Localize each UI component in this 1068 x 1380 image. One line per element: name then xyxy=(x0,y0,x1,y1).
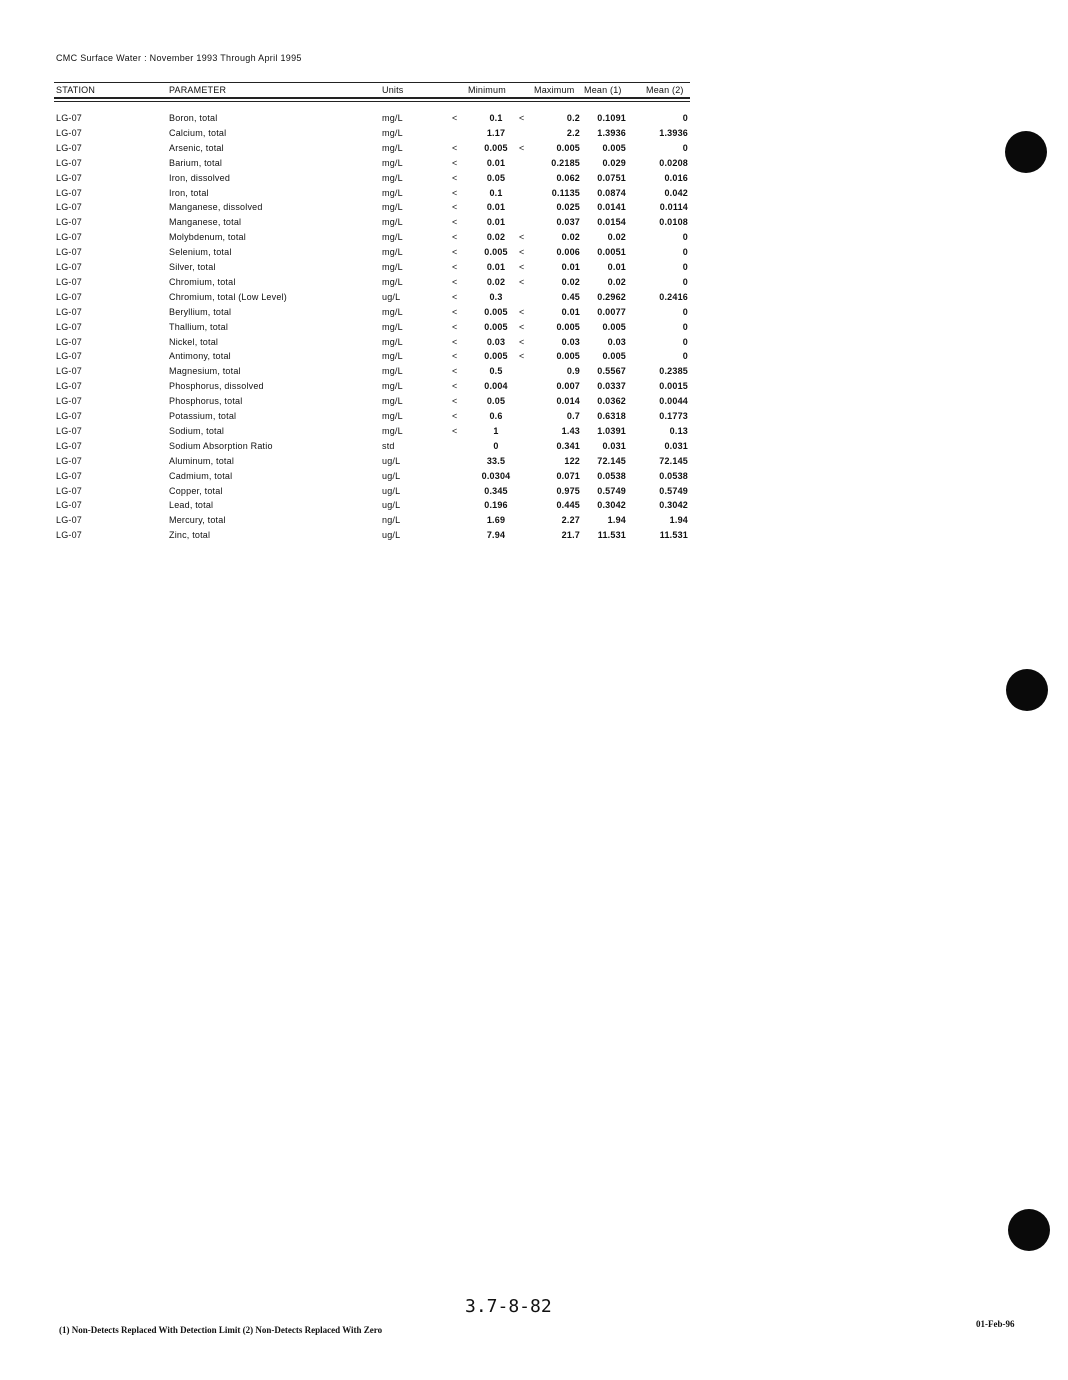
minimum-cell: 0.005 xyxy=(484,351,508,362)
mean2-cell: 0 xyxy=(682,321,688,332)
station-cell: LG-07 xyxy=(56,157,83,168)
table-row xyxy=(56,247,692,261)
mean2-cell: 0 xyxy=(682,336,688,347)
min-qualifier: < xyxy=(452,291,458,302)
max-qualifier: < xyxy=(519,276,525,287)
maximum-cell: 0.01 xyxy=(561,306,580,317)
parameter-cell: Thallium, total xyxy=(169,321,229,332)
units-cell: mg/L xyxy=(382,232,403,243)
maximum-cell: 0.014 xyxy=(556,396,580,407)
units-cell: mg/L xyxy=(382,262,403,272)
maximum-cell: 0.445 xyxy=(556,500,580,511)
maximum-cell: 0.975 xyxy=(556,485,580,496)
mean2-cell: 0.0108 xyxy=(659,217,688,228)
table-row xyxy=(56,143,692,157)
minimum-cell: 1 xyxy=(493,425,499,436)
units-cell: mg/L xyxy=(382,336,403,347)
mean2-cell: 0.13 xyxy=(669,425,688,436)
units-cell: mg/L xyxy=(382,247,403,258)
min-qualifier: < xyxy=(452,157,458,168)
mean1-cell: 0.1091 xyxy=(597,113,626,123)
mean2-cell: 0.1773 xyxy=(659,411,688,421)
table-row xyxy=(56,232,692,246)
table-row xyxy=(56,188,692,202)
units-cell: mg/L xyxy=(382,187,403,198)
mean1-cell: 0.02 xyxy=(607,232,626,243)
units-cell: mg/L xyxy=(382,381,403,392)
minimum-cell: 0.0304 xyxy=(481,470,511,481)
mean2-cell: 0.031 xyxy=(664,440,688,451)
table-row xyxy=(56,411,692,425)
mean2-cell: 72.145 xyxy=(659,455,688,466)
units-cell: mg/L xyxy=(382,396,403,407)
header-mean2: Mean (2) xyxy=(646,85,684,95)
parameter-cell: Barium, total xyxy=(169,157,223,168)
units-cell: mg/L xyxy=(382,142,403,153)
max-qualifier: < xyxy=(519,113,525,123)
maximum-cell: 122 xyxy=(564,455,580,466)
mean1-cell: 0.0362 xyxy=(597,396,626,407)
station-cell: LG-07 xyxy=(56,411,83,421)
min-qualifier: < xyxy=(452,321,458,332)
mean2-cell: 0 xyxy=(682,142,688,153)
units-cell: mg/L xyxy=(382,425,403,436)
station-cell: LG-07 xyxy=(56,530,83,541)
max-qualifier: < xyxy=(519,321,525,332)
parameter-cell: Iron, total xyxy=(169,187,209,198)
parameter-cell: Nickel, total xyxy=(169,336,219,347)
units-cell: std xyxy=(382,440,395,451)
station-cell: LG-07 xyxy=(56,142,83,153)
minimum-cell: 0.05 xyxy=(486,172,506,183)
min-qualifier: < xyxy=(452,381,458,392)
mean2-cell: 0.0538 xyxy=(659,470,688,481)
minimum-cell: 0.02 xyxy=(486,232,506,243)
mean1-cell: 0.03 xyxy=(607,336,626,347)
units-cell: mg/L xyxy=(382,411,403,421)
table-row xyxy=(56,351,692,365)
mean2-cell: 1.3936 xyxy=(659,127,688,138)
parameter-cell: Sodium Absorption Ratio xyxy=(169,440,273,451)
maximum-cell: 2.2 xyxy=(566,127,580,138)
station-cell: LG-07 xyxy=(56,172,83,183)
min-qualifier: < xyxy=(452,411,458,421)
minimum-cell: 0.01 xyxy=(486,262,506,272)
station-cell: LG-07 xyxy=(56,351,83,362)
date-stamp: 01-Feb-96 xyxy=(976,1319,1015,1329)
station-cell: LG-07 xyxy=(56,127,83,138)
table-row xyxy=(56,396,692,410)
mean1-cell: 1.0391 xyxy=(597,425,626,436)
station-cell: LG-07 xyxy=(56,515,83,526)
units-cell: mg/L xyxy=(382,217,403,228)
mean1-cell: 0.005 xyxy=(602,142,626,153)
station-cell: LG-07 xyxy=(56,187,83,198)
mean1-cell: 0.0051 xyxy=(597,247,626,258)
mean2-cell: 0.0015 xyxy=(659,381,688,392)
maximum-cell: 0.45 xyxy=(561,291,580,302)
station-cell: LG-07 xyxy=(56,455,83,466)
maximum-cell: 0.005 xyxy=(556,321,580,332)
parameter-cell: Arsenic, total xyxy=(169,142,224,153)
table-row xyxy=(56,262,692,276)
minimum-cell: 0.1 xyxy=(489,113,503,123)
mean2-cell: 1.94 xyxy=(669,515,688,526)
mean2-cell: 0.0208 xyxy=(659,157,688,168)
station-cell: LG-07 xyxy=(56,470,83,481)
max-qualifier: < xyxy=(519,351,525,362)
max-qualifier: < xyxy=(519,232,525,243)
units-cell: mg/L xyxy=(382,351,403,362)
parameter-cell: Mercury, total xyxy=(169,515,226,526)
table-row xyxy=(56,217,692,231)
mean2-cell: 0.016 xyxy=(664,172,688,183)
units-cell: mg/L xyxy=(382,306,403,317)
parameter-cell: Selenium, total xyxy=(169,247,232,258)
parameter-cell: Potassium, total xyxy=(169,411,237,421)
parameter-cell: Cadmium, total xyxy=(169,470,233,481)
mean2-cell: 0 xyxy=(682,247,688,258)
parameter-cell: Zinc, total xyxy=(169,530,211,541)
table-row xyxy=(56,486,692,500)
maximum-cell: 0.037 xyxy=(556,217,580,228)
table-row xyxy=(56,381,692,395)
minimum-cell: 0.03 xyxy=(486,336,506,347)
minimum-cell: 0.01 xyxy=(486,157,506,168)
table-row xyxy=(56,366,692,380)
station-cell: LG-07 xyxy=(56,321,83,332)
min-qualifier: < xyxy=(452,187,458,198)
station-cell: LG-07 xyxy=(56,396,83,407)
table-row xyxy=(56,515,692,529)
table-row xyxy=(56,202,692,216)
maximum-cell: 0.02 xyxy=(561,276,580,287)
minimum-cell: 0.6 xyxy=(489,411,503,421)
mean1-cell: 0.0141 xyxy=(597,202,626,213)
table-row xyxy=(56,500,692,514)
minimum-cell: 0.005 xyxy=(484,247,508,258)
min-qualifier: < xyxy=(452,276,458,287)
maximum-cell: 0.03 xyxy=(561,336,580,347)
table-row xyxy=(56,277,692,291)
header-units: Units xyxy=(382,85,404,95)
header-mean1: Mean (1) xyxy=(584,85,622,95)
max-qualifier: < xyxy=(519,262,525,272)
units-cell: mg/L xyxy=(382,276,403,287)
maximum-cell: 0.005 xyxy=(556,142,580,153)
min-qualifier: < xyxy=(452,306,458,317)
station-cell: LG-07 xyxy=(56,276,83,287)
minimum-cell: 0.05 xyxy=(486,396,506,407)
mean2-cell: 0 xyxy=(682,351,688,362)
maximum-cell: 0.062 xyxy=(556,172,580,183)
max-qualifier: < xyxy=(519,247,525,258)
station-cell: LG-07 xyxy=(56,202,83,213)
units-cell: mg/L xyxy=(382,157,403,168)
minimum-cell: 0.005 xyxy=(484,306,508,317)
mean2-cell: 0 xyxy=(682,306,688,317)
max-qualifier: < xyxy=(519,336,525,347)
maximum-cell: 0.2 xyxy=(566,113,580,123)
mean1-cell: 0.2962 xyxy=(597,291,626,302)
min-qualifier: < xyxy=(452,262,458,272)
mean1-cell: 0.3042 xyxy=(597,500,626,511)
mean2-cell: 0 xyxy=(682,262,688,272)
parameter-cell: Aluminum, total xyxy=(169,455,235,466)
maximum-cell: 1.43 xyxy=(561,425,580,436)
minimum-cell: 0.1 xyxy=(489,187,503,198)
page-number: 3.7-8-82 xyxy=(465,1296,552,1317)
maximum-cell: 0.007 xyxy=(556,381,580,392)
mean2-cell: 0.5749 xyxy=(659,485,688,496)
parameter-cell: Manganese, total xyxy=(169,217,242,228)
units-cell: ng/L xyxy=(382,515,401,526)
units-cell: ug/L xyxy=(382,500,401,511)
min-qualifier: < xyxy=(452,247,458,258)
header-minimum: Minimum xyxy=(468,85,506,95)
minimum-cell: 1.69 xyxy=(486,515,506,526)
mean1-cell: 0.5567 xyxy=(597,366,626,377)
minimum-cell: 0.004 xyxy=(484,381,508,392)
header-maximum: Maximum xyxy=(534,85,575,95)
mean1-cell: 0.0874 xyxy=(597,187,626,198)
parameter-cell: Calcium, total xyxy=(169,127,227,138)
table-row xyxy=(56,456,692,470)
units-cell: ug/L xyxy=(382,470,401,481)
station-cell: LG-07 xyxy=(56,262,83,272)
mean2-cell: 0.2385 xyxy=(659,366,688,377)
minimum-cell: 0.01 xyxy=(486,217,506,228)
mean1-cell: 0.005 xyxy=(602,321,626,332)
mean1-cell: 0.0538 xyxy=(597,470,626,481)
parameter-cell: Boron, total xyxy=(169,113,218,123)
header-top-rule xyxy=(54,82,690,83)
maximum-cell: 0.005 xyxy=(556,351,580,362)
page-title: CMC Surface Water : November 1993 Through April 1995 xyxy=(56,53,302,63)
maximum-cell: 0.006 xyxy=(556,247,580,258)
min-qualifier: < xyxy=(452,232,458,243)
mean1-cell: 0.5749 xyxy=(597,485,626,496)
mean2-cell: 0.2416 xyxy=(659,291,688,302)
table-row xyxy=(56,307,692,321)
station-cell: LG-07 xyxy=(56,247,83,258)
maximum-cell: 0.071 xyxy=(556,470,580,481)
parameter-cell: Sodium, total xyxy=(169,425,225,436)
minimum-cell: 0.01 xyxy=(486,202,506,213)
mean2-cell: 0.3042 xyxy=(659,500,688,511)
station-cell: LG-07 xyxy=(56,500,83,511)
minimum-cell: 0.005 xyxy=(484,321,508,332)
max-qualifier: < xyxy=(519,142,525,153)
maximum-cell: 0.02 xyxy=(561,232,580,243)
parameter-cell: Manganese, dissolved xyxy=(169,202,263,213)
maximum-cell: 2.27 xyxy=(561,515,580,526)
mean1-cell: 1.94 xyxy=(607,515,626,526)
minimum-cell: 0.02 xyxy=(486,276,506,287)
maximum-cell: 0.7 xyxy=(566,411,580,421)
min-qualifier: < xyxy=(452,351,458,362)
mean1-cell: 0.01 xyxy=(607,262,626,272)
station-cell: LG-07 xyxy=(56,306,83,317)
mean1-cell: 0.0337 xyxy=(597,381,626,392)
station-cell: LG-07 xyxy=(56,217,83,228)
units-cell: mg/L xyxy=(382,202,403,213)
parameter-cell: Phosphorus, dissolved xyxy=(169,381,264,392)
min-qualifier: < xyxy=(452,425,458,436)
table-row xyxy=(56,441,692,455)
parameter-cell: Beryllium, total xyxy=(169,306,232,317)
parameter-cell: Magnesium, total xyxy=(169,366,241,377)
min-qualifier: < xyxy=(452,113,458,123)
mean1-cell: 0.6318 xyxy=(597,411,626,421)
table-row xyxy=(56,173,692,187)
minimum-cell: 0.345 xyxy=(484,485,508,496)
units-cell: mg/L xyxy=(382,127,403,138)
units-cell: ug/L xyxy=(382,485,401,496)
units-cell: mg/L xyxy=(382,321,403,332)
header-bottom-rule-2 xyxy=(54,101,690,102)
mean1-cell: 0.02 xyxy=(607,276,626,287)
footnote: (1) Non-Detects Replaced With Detection Limit (2) Non-Detects Replaced With Zero xyxy=(59,1325,383,1335)
units-cell: mg/L xyxy=(382,172,403,183)
minimum-cell: 33.5 xyxy=(486,455,506,466)
table-row xyxy=(56,113,692,127)
mean1-cell: 0.0077 xyxy=(597,306,626,317)
min-qualifier: < xyxy=(452,172,458,183)
station-cell: LG-07 xyxy=(56,440,83,451)
maximum-cell: 0.2185 xyxy=(551,157,580,168)
units-cell: mg/L xyxy=(382,113,403,123)
table-row xyxy=(56,426,692,440)
minimum-cell: 7.94 xyxy=(486,530,506,541)
station-cell: LG-07 xyxy=(56,232,83,243)
min-qualifier: < xyxy=(452,142,458,153)
table-row xyxy=(56,471,692,485)
parameter-cell: Iron, dissolved xyxy=(169,172,231,183)
maximum-cell: 0.01 xyxy=(561,262,580,272)
minimum-cell: 0.3 xyxy=(489,291,503,302)
units-cell: ug/L xyxy=(382,291,401,302)
min-qualifier: < xyxy=(452,336,458,347)
station-cell: LG-07 xyxy=(56,381,83,392)
units-cell: mg/L xyxy=(382,366,403,377)
table-row xyxy=(56,292,692,306)
mean1-cell: 0.005 xyxy=(602,351,626,362)
station-cell: LG-07 xyxy=(56,113,83,123)
maximum-cell: 21.7 xyxy=(561,530,580,541)
min-qualifier: < xyxy=(452,202,458,213)
binder-hole-bottom xyxy=(1008,1209,1050,1251)
table-row xyxy=(56,158,692,172)
mean1-cell: 0.031 xyxy=(602,440,626,451)
parameter-cell: Antimony, total xyxy=(169,351,231,362)
mean1-cell: 0.0751 xyxy=(597,172,626,183)
mean2-cell: 0.042 xyxy=(664,187,688,198)
units-cell: ug/L xyxy=(382,455,401,466)
mean1-cell: 11.531 xyxy=(597,530,626,541)
table-row xyxy=(56,128,692,142)
table-row xyxy=(56,337,692,351)
parameter-cell: Chromium, total (Low Level) xyxy=(169,291,287,302)
parameter-cell: Chromium, total xyxy=(169,276,236,287)
station-cell: LG-07 xyxy=(56,291,83,302)
station-cell: LG-07 xyxy=(56,336,83,347)
binder-hole-top xyxy=(1005,131,1047,173)
station-cell: LG-07 xyxy=(56,485,83,496)
mean1-cell: 0.029 xyxy=(602,157,626,168)
binder-hole-middle xyxy=(1006,669,1048,711)
min-qualifier: < xyxy=(452,366,458,377)
maximum-cell: 0.1135 xyxy=(551,187,580,198)
units-cell: ug/L xyxy=(382,530,401,541)
min-qualifier: < xyxy=(452,396,458,407)
minimum-cell: 0.196 xyxy=(484,500,508,511)
header-bottom-rule xyxy=(54,97,690,99)
minimum-cell: 0.5 xyxy=(489,366,503,377)
mean1-cell: 1.3936 xyxy=(597,127,626,138)
parameter-cell: Silver, total xyxy=(169,262,216,272)
mean1-cell: 0.0154 xyxy=(597,217,626,228)
header-station: STATION xyxy=(56,85,96,95)
mean2-cell: 0.0044 xyxy=(659,396,688,407)
mean1-cell: 72.145 xyxy=(597,455,626,466)
parameter-cell: Phosphorus, total xyxy=(169,396,243,407)
maximum-cell: 0.341 xyxy=(556,440,580,451)
parameter-cell: Molybdenum, total xyxy=(169,232,246,243)
mean2-cell: 0 xyxy=(682,113,688,123)
mean2-cell: 11.531 xyxy=(659,530,688,541)
station-cell: LG-07 xyxy=(56,366,83,377)
mean2-cell: 0.0114 xyxy=(659,202,688,213)
table-row xyxy=(56,322,692,336)
maximum-cell: 0.9 xyxy=(566,366,580,377)
mean2-cell: 0 xyxy=(682,276,688,287)
min-qualifier: < xyxy=(452,217,458,228)
station-cell: LG-07 xyxy=(56,425,83,436)
header-parameter: PARAMETER xyxy=(169,85,227,95)
parameter-cell: Copper, total xyxy=(169,485,223,496)
minimum-cell: 0.005 xyxy=(484,142,508,153)
parameter-cell: Lead, total xyxy=(169,500,214,511)
table-row xyxy=(56,530,692,544)
max-qualifier: < xyxy=(519,306,525,317)
maximum-cell: 0.025 xyxy=(556,202,580,213)
minimum-cell: 0 xyxy=(493,440,499,451)
minimum-cell: 1.17 xyxy=(486,127,506,138)
mean2-cell: 0 xyxy=(682,232,688,243)
